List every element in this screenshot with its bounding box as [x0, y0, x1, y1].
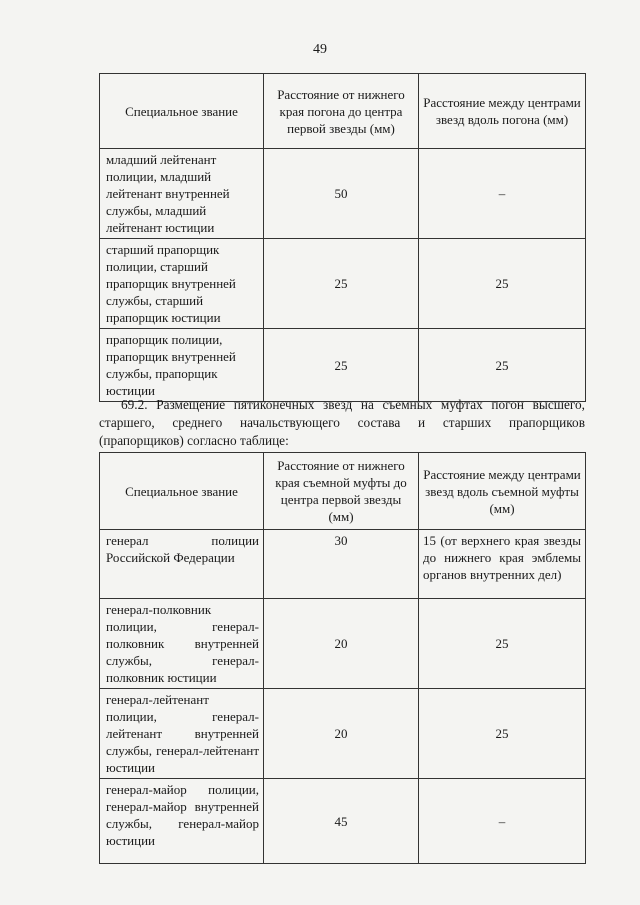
table-header-row	[100, 453, 586, 530]
distance-between-stars-cell: 25	[419, 329, 586, 402]
table-row	[100, 329, 586, 402]
distance-between-stars-cell: 25	[419, 239, 586, 329]
distance-between-stars-cell: –	[419, 149, 586, 239]
distance-first-star-cell: 25	[264, 329, 419, 402]
table-row	[100, 239, 586, 329]
rank-cell: генерал-полковник полиции, генерал-полковник внутренней службы, генерал-полковник юстиции	[100, 599, 264, 689]
table-row	[100, 689, 586, 779]
header-rank: Специальное звание	[100, 453, 264, 530]
rank-cell: прапорщик полиции, прапорщик внутренней службы, прапорщик юстиции	[100, 329, 264, 402]
header-distance-between-stars: Расстояние между центрами звезд вдоль съемной муфты (мм)	[419, 453, 586, 530]
distance-first-star-cell: 20	[264, 689, 419, 779]
distance-first-star-cell: 25	[264, 239, 419, 329]
table-header-row	[100, 74, 586, 149]
distance-between-stars-cell: 25	[419, 689, 586, 779]
star-placement-table-shoulder-boards	[99, 73, 586, 402]
header-distance-between-stars: Расстояние между центрами звезд вдоль погона (мм)	[419, 74, 586, 149]
rank-cell: младший лейтенант полиции, младший лейтенант внутренней службы, младший лейтенант юстиции	[100, 149, 264, 239]
table-row	[100, 149, 586, 239]
table-row	[100, 779, 586, 864]
page-number: 49	[313, 42, 327, 57]
rank-cell: генерал-лейтенант полиции, генерал-лейтенант внутренней службы, генерал-лейтенант юстиции	[100, 689, 264, 779]
distance-between-stars-cell: –	[419, 779, 586, 864]
table-row	[100, 530, 586, 599]
rank-cell: генерал-майор полиции, генерал-майор внутренней службы, генерал-майор юстиции	[100, 779, 264, 864]
distance-between-stars-cell: 25	[419, 599, 586, 689]
distance-first-star-cell: 20	[264, 599, 419, 689]
rank-cell: генерал полиции Российской Федерации	[100, 530, 264, 599]
distance-first-star-cell: 45	[264, 779, 419, 864]
header-distance-to-first-star: Расстояние от нижнего края съемной муфты до центра первой звезды (мм)	[264, 453, 419, 530]
rank-cell: старший прапорщик полиции, старший прапорщик внутренней службы, старший прапорщик юстиции	[100, 239, 264, 329]
distance-first-star-cell: 50	[264, 149, 419, 239]
table-row	[100, 599, 586, 689]
header-distance-to-first-star: Расстояние от нижнего края погона до центра первой звезды (мм)	[264, 74, 419, 149]
star-placement-table-removable-sleeves	[99, 452, 586, 864]
distance-between-stars-cell: 15 (от верхнего края звезды до нижнего края эмблемы органов внутренних дел)	[419, 530, 586, 599]
header-rank: Специальное звание	[100, 74, 264, 149]
distance-first-star-cell: 30	[264, 530, 419, 599]
paragraph-69-2: 69.2. Размещение пятиконечных звезд на съемных муфтах погон высшего, старшего, среднего начальствующего состава и старших прапорщиков (прапорщиков) согласно таблице:	[99, 397, 585, 448]
